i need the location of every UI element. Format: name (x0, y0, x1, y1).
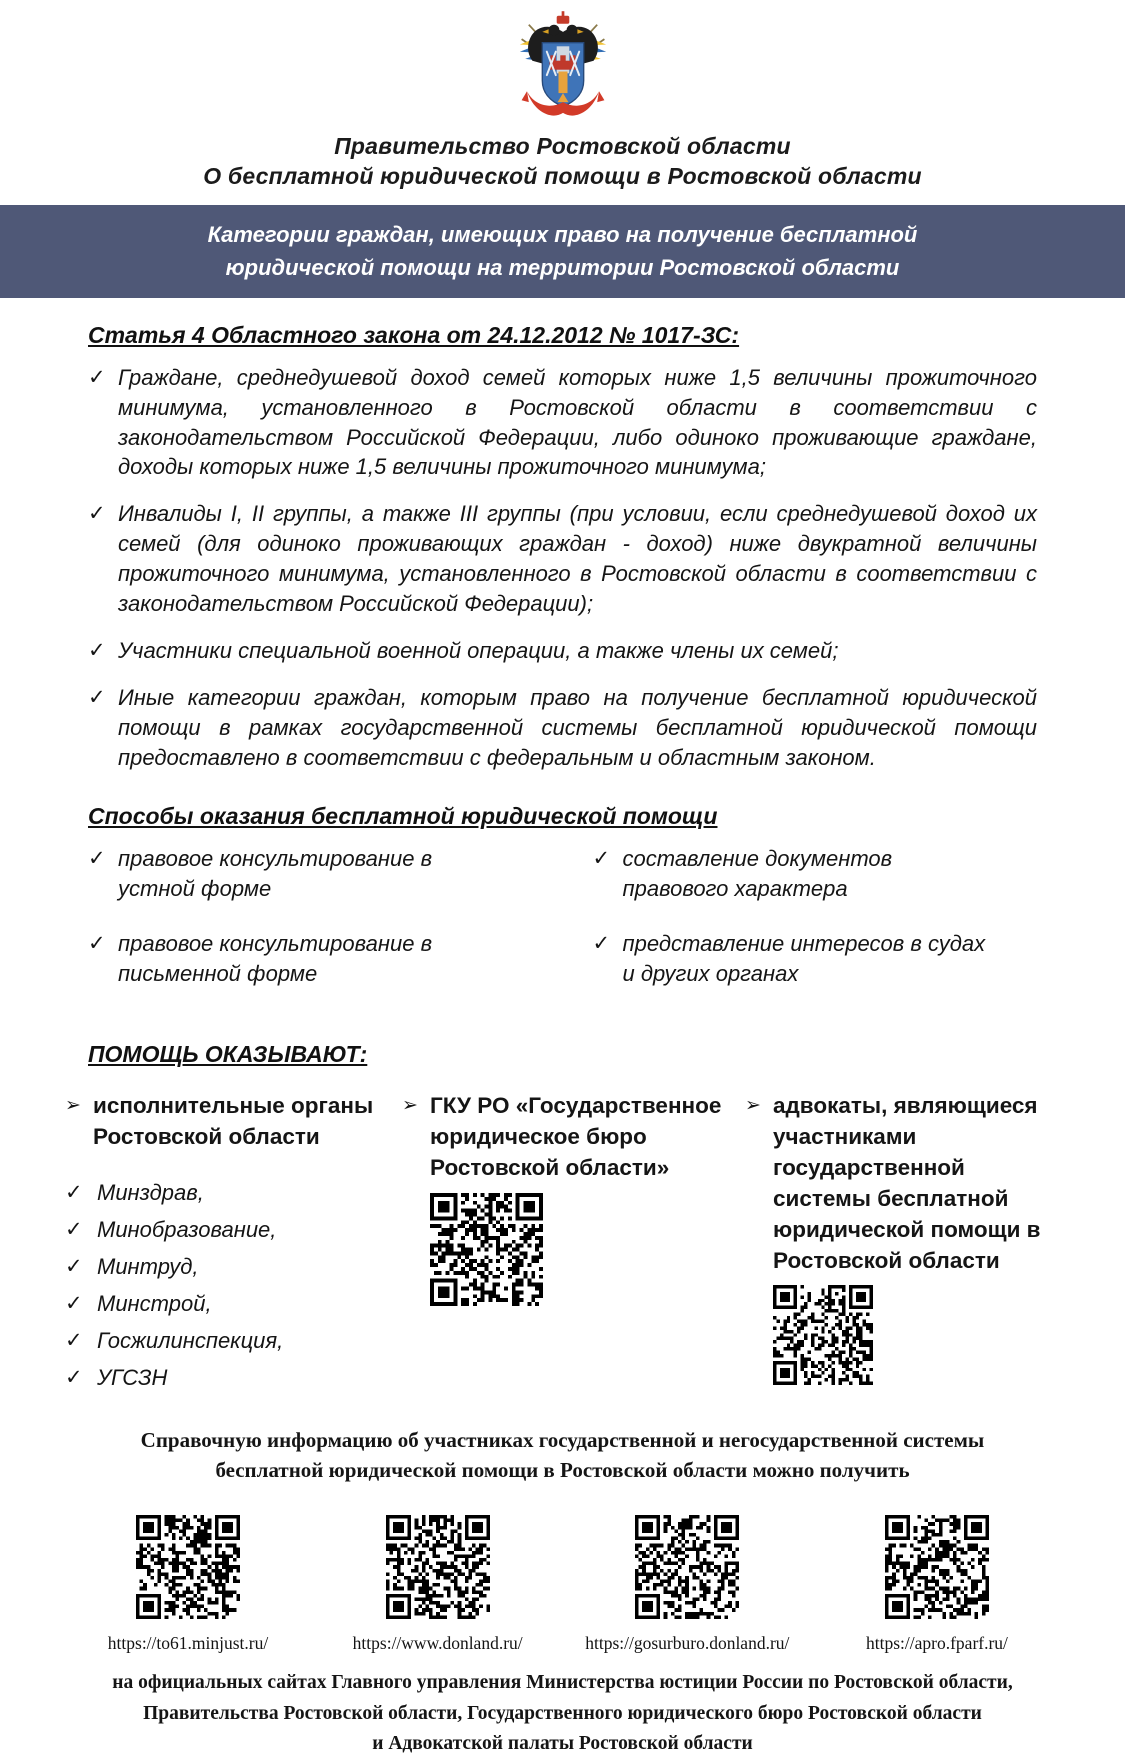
article-item (88, 499, 1037, 619)
check-icon: ✓ (65, 1181, 83, 1205)
methods-right-column (593, 844, 1038, 1016)
list-item-text: Госжилинспекция, (97, 1328, 284, 1354)
check-icon: ✓ (88, 502, 106, 526)
provider-title (65, 1090, 393, 1152)
providers-column-advocates (745, 1090, 1061, 1400)
list-item-text: Минобразование, (97, 1217, 277, 1243)
list-item (65, 1215, 393, 1244)
footer-text (0, 1668, 1125, 1759)
footer-line1: на официальных сайтах Главного управления Министерства юстиции России по Ростовской области, (112, 1672, 1013, 1694)
check-icon: ✓ (65, 1255, 83, 1279)
methods-grid (88, 844, 1037, 1016)
info-line1: Справочную информацию об участниках государственной и негосударственной системы (140, 1427, 985, 1452)
arrow-bullet-icon: ➢ (65, 1095, 81, 1117)
list-item-text: УГСЗН (97, 1365, 168, 1391)
list-item (65, 1178, 393, 1207)
check-icon: ✓ (88, 846, 106, 870)
article-item (88, 683, 1037, 773)
list-item-text: Минстрой, (97, 1291, 212, 1317)
qr-url-label: https://to61.minjust.ru/ (107, 1633, 269, 1654)
qr-link-cell (585, 1515, 790, 1654)
check-icon: ✓ (88, 638, 106, 662)
arrow-bullet-icon: ➢ (402, 1095, 418, 1117)
qr-code-fparf (885, 1515, 989, 1619)
methods-left-column (88, 844, 533, 1016)
category-banner (0, 205, 1125, 298)
check-icon: ✓ (592, 932, 611, 956)
article-section (0, 322, 1125, 1016)
qr-url-label: https://apro.fparf.ru/ (866, 1633, 1008, 1654)
article-item-text: Участники специальной военной операции, а также члены их семей; (118, 637, 839, 663)
page-title-line1: Правительство Ростовской области (334, 133, 791, 159)
method-item-text: представление интересов в судах и других органах (622, 931, 986, 987)
method-item-text: правовое консультирование в устной форме (118, 845, 433, 901)
list-item (65, 1289, 393, 1318)
qr-links-row (0, 1515, 1125, 1654)
provider-title-text: ГКУ РО «Государственное юридическое бюро Ростовской области» (430, 1093, 722, 1181)
qr-code-gosurburo-donland (635, 1515, 739, 1619)
banner-line1: Категории граждан, имеющих право на получение бесплатной (207, 221, 918, 247)
method-item (88, 929, 533, 989)
providers-column-executive (65, 1090, 393, 1400)
list-item-text: Минтруд, (97, 1254, 199, 1280)
provider-title (745, 1090, 1061, 1276)
providers-section (0, 1041, 1125, 1400)
check-icon: ✓ (65, 1329, 83, 1353)
providers-column-bureau (402, 1090, 736, 1400)
method-item-text: составление документов правового характера (622, 845, 893, 901)
providers-grid (65, 1090, 1060, 1400)
article-item-text: Инвалиды I, II группы, а также III группы (при условии, если среднедушевой доход их семей (для одиноко проживающих граждан - доход) ниже двукратной величины прожиточного минимума, установленного в Ростовской области в соответствии с законодательством Российской Федерации); (118, 501, 1037, 617)
list-item (65, 1326, 393, 1355)
list-item-text: Минздрав, (97, 1180, 204, 1206)
info-text (0, 1425, 1125, 1486)
qr-url-label: https://gosurburo.donland.ru/ (585, 1633, 790, 1654)
article-heading: Статья 4 Областного закона от 24.12.2012 № 1017-ЗС: (88, 321, 740, 348)
banner-line2: юридической помощи на территории Ростовской области (225, 254, 900, 280)
article-item (88, 636, 1037, 666)
header (0, 0, 1125, 192)
qr-code-advocates (773, 1285, 873, 1385)
method-item (593, 929, 1038, 989)
provider-title-text: исполнительные органы Ростовской области (93, 1093, 374, 1150)
qr-url-label: https://www.donland.ru/ (352, 1633, 523, 1654)
list-item (65, 1363, 393, 1392)
check-icon: ✓ (65, 1366, 83, 1390)
method-item (593, 844, 1038, 904)
provider-title (402, 1090, 736, 1183)
qr-code-minjust (136, 1515, 240, 1619)
executive-bodies-list (65, 1178, 393, 1392)
qr-code-donland (386, 1515, 490, 1619)
qr-code-gosurburo (430, 1193, 543, 1306)
method-item-text: правовое консультирование в письменной форме (118, 931, 433, 987)
info-line2: бесплатной юридической помощи в Ростовской области можно получить (215, 1457, 910, 1482)
check-icon: ✓ (88, 365, 106, 389)
article-item-text: Иные категории граждан, которым право на получение бесплатной юридической помощи в рамках государственной системы бесплатной юридической помощи предоставлено в соответствии с федеральным и областным законом. (118, 684, 1037, 770)
qr-link-cell (108, 1515, 268, 1654)
article-item-text: Граждане, среднедушевой доход семей которых ниже 1,5 величины прожиточного минимума, установленного в Ростовской области в соответствии с законодательством Российской Федерации, либо одиноко проживающие граждане, доходы которых ниже 1,5 величины прожиточного минимума; (118, 364, 1037, 480)
check-icon: ✓ (88, 932, 106, 956)
arrow-bullet-icon: ➢ (745, 1095, 761, 1117)
page-title-line2: О бесплатной юридической помощи в Ростовской области (203, 163, 922, 190)
method-item (88, 844, 533, 904)
qr-link-cell (352, 1515, 523, 1654)
list-item (65, 1252, 393, 1281)
qr-link-cell (857, 1515, 1017, 1654)
check-icon: ✓ (88, 685, 106, 709)
check-icon: ✓ (592, 846, 611, 870)
check-icon: ✓ (65, 1218, 83, 1242)
providers-heading: ПОМОЩЬ ОКАЗЫВАЮТ: (88, 1041, 368, 1068)
check-icon: ✓ (65, 1292, 83, 1316)
footer-line3: и Адвокатской палаты Ростовской области (372, 1732, 753, 1754)
methods-heading: Способы оказания бесплатной юридической помощи (88, 802, 718, 829)
footer-line2: Правительства Ростовской области, Государственного юридического бюро Ростовской области (143, 1702, 982, 1724)
provider-title-text: адвокаты, являющиеся участниками государственной системы бесплатной юридической помощи в Ростовской области (773, 1093, 1041, 1274)
article-item (88, 363, 1037, 483)
rostov-coat-of-arms-icon (509, 8, 617, 126)
